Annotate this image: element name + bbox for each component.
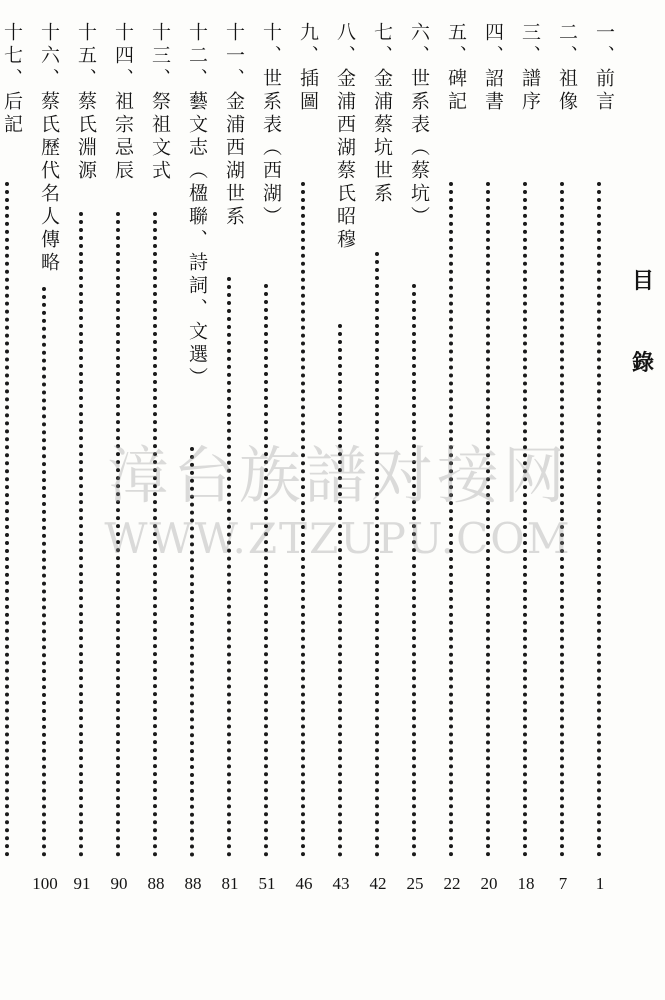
toc-entry-label: 十四、祖宗忌辰: [112, 22, 134, 183]
watermark-text-url: WWW.ZTZUPU.COM: [104, 514, 572, 563]
toc-entry-label: 十七、后記: [1, 22, 23, 137]
toc-entry-page: 18: [517, 874, 535, 893]
toc-leader-dots: [153, 212, 157, 857]
toc-entry: [64, 22, 100, 988]
watermark-text-chinese: 漳台族譜对接网: [106, 439, 569, 512]
toc-entry-label: 十六、蔡氏歷代名人傳略: [38, 22, 60, 275]
toc-heading-char-2: 錄: [631, 351, 654, 376]
toc-entry: [323, 22, 359, 988]
toc-entry-page: 43: [332, 874, 350, 893]
toc-entry: [360, 22, 396, 988]
toc-entry-page: 88: [184, 874, 202, 893]
toc-leader-dots: [264, 284, 268, 857]
toc-entry-page: 42: [369, 874, 387, 893]
toc-leader-dots: [375, 252, 379, 857]
toc-entry: [434, 22, 470, 988]
toc-entry-label: 五、碑記: [445, 22, 467, 114]
toc-entry-page: 91: [73, 874, 91, 893]
toc-leader-dots: [227, 277, 231, 857]
toc-entry-label: 八、金浦西湖蔡氏昭穆: [334, 22, 356, 252]
toc-leader-dots: [338, 324, 342, 857]
toc-entry-label: 四、詔書: [482, 22, 504, 114]
toc-entry-label: 十一、金浦西湖世系: [223, 22, 245, 229]
toc-leader-dots: [42, 287, 46, 857]
toc-entry-page: 25: [406, 874, 424, 893]
toc-leader-dots: [79, 212, 83, 857]
toc-entry: [545, 22, 581, 988]
toc-heading: [628, 268, 658, 378]
toc-entry-page: 20: [480, 874, 498, 893]
toc-entry: [138, 22, 174, 988]
toc-leader-dots: [523, 182, 527, 857]
toc-leader-dots: [597, 182, 601, 857]
toc-entry: [175, 22, 211, 988]
toc-entry-label: 十三、祭祖文式: [149, 22, 171, 183]
toc-entry-label: 十二、藝文志（楹聯、詩詞、文選）: [186, 22, 208, 390]
toc-leader-dots: [560, 182, 564, 857]
toc-leader-dots: [412, 284, 416, 857]
toc-entry-label: 六、世系表（蔡坑）: [408, 22, 430, 229]
toc-entry: [212, 22, 248, 988]
toc-entry-page: 88: [147, 874, 165, 893]
toc-entry-label: 七、金浦蔡坑世系: [371, 22, 393, 206]
toc-leader-dots: [301, 182, 305, 857]
toc-entry: [397, 22, 433, 988]
toc-entry-label: 十五、蔡氏淵源: [75, 22, 97, 183]
toc-entry-page: 7: [558, 874, 568, 893]
toc-entry: [582, 22, 618, 988]
toc-entry-page: 81: [221, 874, 239, 893]
toc-entry: [249, 22, 285, 988]
toc-entry-page: 90: [110, 874, 128, 893]
toc-entry-label: 一、前言: [593, 22, 615, 114]
toc-entry: [0, 22, 26, 988]
toc-heading-char-1: 目: [631, 269, 654, 294]
toc-entry-label: 二、祖像: [556, 22, 578, 114]
toc-entry-page: 51: [258, 874, 276, 893]
toc-leader-dots: [449, 182, 453, 857]
toc-entry-page: 46: [295, 874, 313, 893]
toc-leader-dots: [116, 212, 120, 857]
toc-entry-label: 十、世系表（西湖）: [260, 22, 282, 229]
toc-entry-label: 九、插圖: [297, 22, 319, 114]
toc-entry-page: 1: [595, 874, 605, 893]
toc-entry: [101, 22, 137, 988]
toc-entry: [27, 22, 63, 988]
toc-entry: [508, 22, 544, 988]
toc-entry-label: 三、譜序: [519, 22, 541, 114]
toc-leader-dots: [190, 447, 194, 857]
toc-entry: [471, 22, 507, 988]
toc-leader-dots: [5, 182, 9, 857]
toc-entry: [286, 22, 322, 988]
toc-leader-dots: [486, 182, 490, 857]
toc-entry-page: 100: [32, 874, 58, 893]
toc-entry-page: 22: [443, 874, 461, 893]
